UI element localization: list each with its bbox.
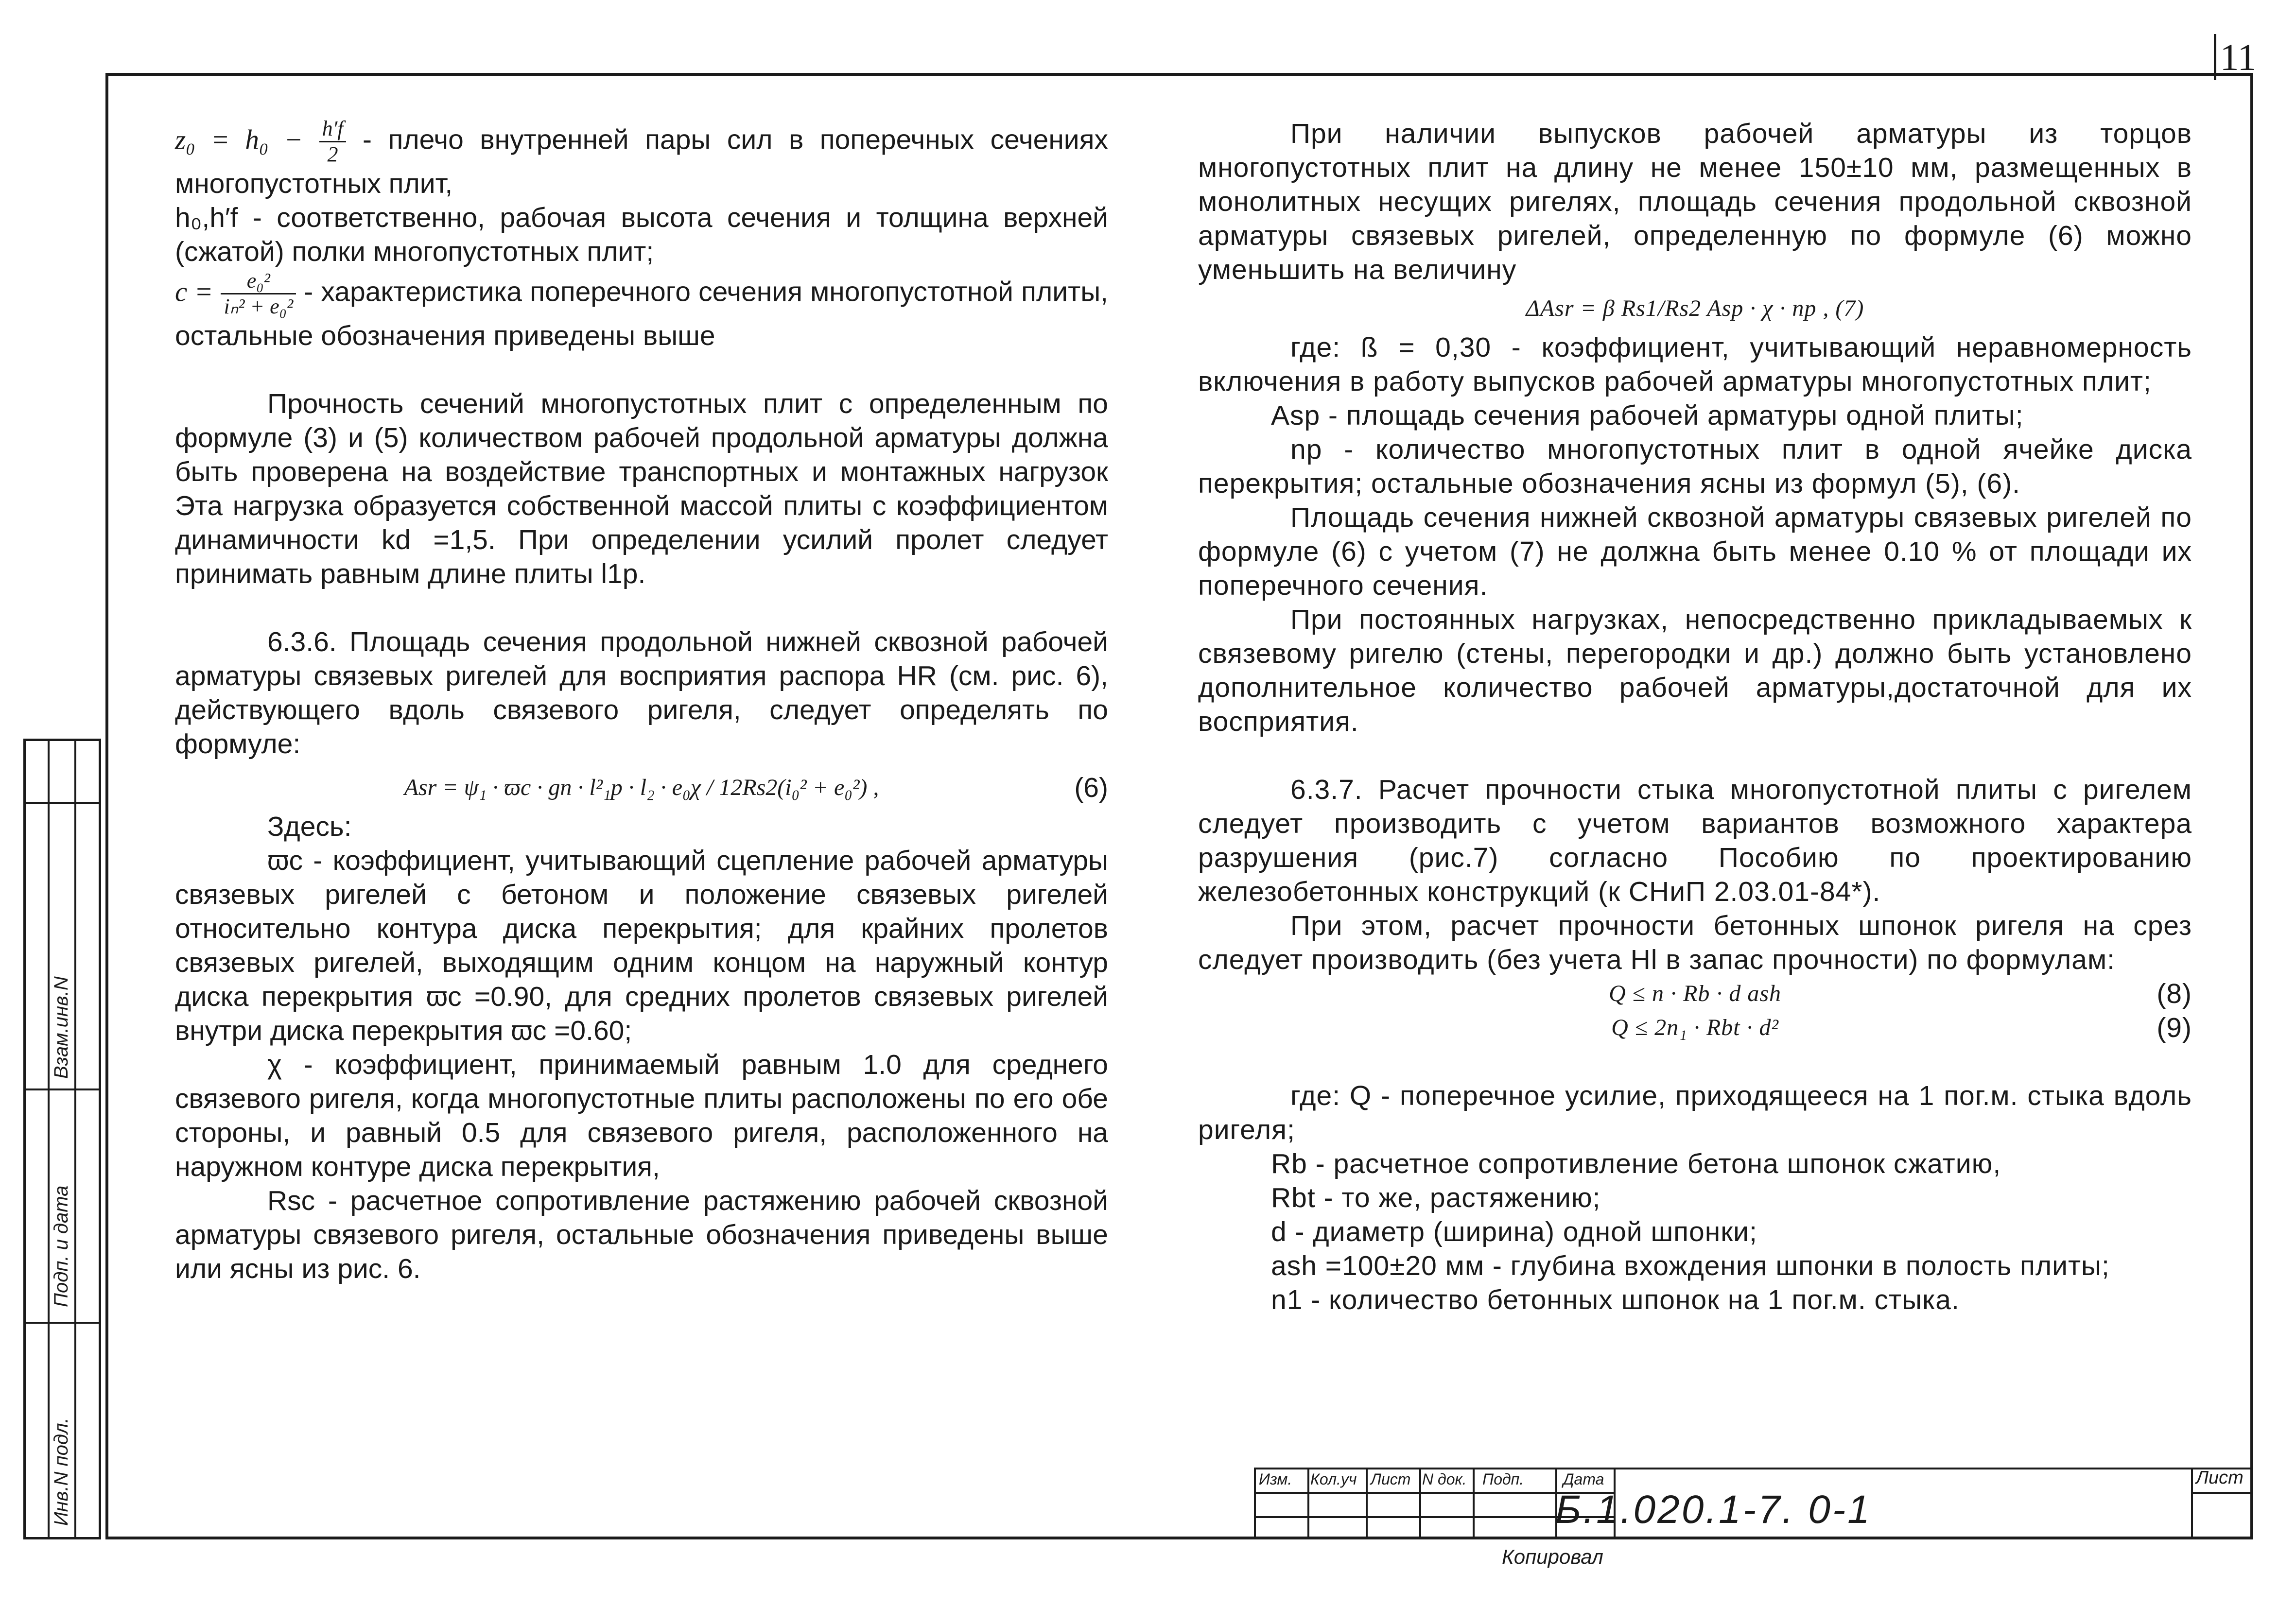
formula-9-number: (9) <box>2157 1012 2192 1043</box>
tb-header-list: Лист <box>1371 1470 1411 1488</box>
formula-6 <box>175 771 1108 805</box>
sidebar-inv-podl: Инв.N подл. <box>51 1417 72 1526</box>
formula-8-text: Q ≤ n · Rb · d ash <box>1608 981 1781 1006</box>
formula-8 <box>1198 977 2192 1011</box>
sidebar-stamp <box>23 739 101 1539</box>
np-definition: np - количество многопустотных плит в одной ячейке диска перекрытия; остальные обозначения ясны из формул (5), (6). <box>1198 434 2192 499</box>
chi-definition: χ - коэффициент, принимаемый равным 1.0 для среднего связевого ригеля, когда многопустотные плиты расположены по его обе стороны, и равный 0.5 для связевого ригеля, расположенного на наружном контуре диска перекрытия, <box>175 1049 1108 1182</box>
sidebar-divider <box>74 739 76 1539</box>
sidebar-divider <box>23 739 101 741</box>
z0-frac-top: h′f <box>319 117 347 142</box>
d-definition: d - диаметр (ширина) одной шпонки; <box>1271 1216 1757 1247</box>
title-block-divider <box>1254 1468 1256 1539</box>
tb-header-podp: Подп. <box>1482 1470 1524 1488</box>
formula-9-text: Q ≤ 2n₁ · Rbt · d² <box>1611 1015 1779 1040</box>
c-frac-bot: iₙ² + e₀² <box>224 294 294 318</box>
tb-header-data: Дата <box>1563 1470 1604 1488</box>
document-designation: Б.1.020.1-7. 0-1 <box>1555 1487 1872 1532</box>
sidebar-divider <box>23 1089 101 1090</box>
title-block-divider <box>1419 1468 1421 1539</box>
n1-definition: n1 - количество бетонных шпонок на 1 пог.м. стыка. <box>1271 1284 1960 1315</box>
formula-6-text: Asr = ψ₁ · ϖc · gn · l²₁p · l₂ · e₀χ / 12Rs2(i₀² + e₀²) , <box>404 775 879 800</box>
title-block-divider <box>2191 1492 2253 1494</box>
title-block-divider <box>2191 1468 2193 1539</box>
rb-definition: Rb - расчетное сопротивление бетона шпонок сжатию, <box>1271 1148 2001 1179</box>
q-definition: где: Q - поперечное усилие, приходящееся на 1 пог.м. стыка вдоль ригеля; <box>1198 1080 2192 1145</box>
c-formula: c = <box>175 276 213 308</box>
para-loads: При постоянных нагрузках, непосредственно прикладываемых к связевому ригелю (стены, перегородки и др.) должно быть установлено дополнительное количество рабочей арматуры,достаточной для их восприятия. <box>1198 604 2192 737</box>
c-fraction <box>221 269 296 319</box>
h0-definition: h₀,h′f - соответственно, рабочая высота сечения и толщина верхней (сжатой) полки многопустотных плит; <box>175 202 1108 267</box>
beta-definition: где: ß = 0,30 - коэффициент, учитывающий неравномерность включения в работу выпусков рабочей арматуры многопустотных плит; <box>1198 332 2192 397</box>
z0-formula: z₀ = h₀ − <box>175 124 303 156</box>
tb-header-ndok: N док. <box>1422 1470 1467 1488</box>
sidebar-divider <box>23 1322 101 1324</box>
right-column <box>1198 117 2192 1317</box>
c-frac-top: e₀² <box>221 269 296 294</box>
tb-header-izm: Изм. <box>1259 1470 1292 1488</box>
para-6-3-6: 6.3.6. Площадь сечения продольной нижней сквозной рабочей арматуры связевых ригелей для восприятия распора HR (см. рис. 6), действующего вдоль связевого ригеля, следует определять по формуле: <box>175 626 1108 760</box>
zdes-label: Здесь: <box>267 811 352 842</box>
title-block-border <box>1254 1468 2253 1469</box>
z0-frac-bot: 2 <box>327 142 338 166</box>
tb-header-koluch: Кол.уч <box>1310 1470 1357 1488</box>
title-block-divider <box>1473 1468 1475 1539</box>
c-definition <box>175 269 1108 353</box>
formula-9 <box>1198 1011 2192 1045</box>
ash-definition: ash =100±20 мм - глубина вхождения шпонки в полость плиты; <box>1271 1250 2110 1281</box>
z0-fraction <box>319 117 347 167</box>
page-number: 11 <box>2214 34 2260 80</box>
sidebar-podp-data: Подп. и дата <box>51 1185 72 1307</box>
formula-7: ΔAsr = β Rs1/Rs2 Asp · χ · np , (7) <box>1526 295 1864 321</box>
rsc-definition: Rsc - расчетное сопротивление растяжению рабочей сквозной арматуры связевого ригеля, остальные обозначения приведены выше или ясны из рис. 6. <box>175 1185 1108 1284</box>
kopiroval-label: Копировал <box>1502 1545 1603 1568</box>
z0-definition <box>175 117 1108 201</box>
para-6-3-7: 6.3.7. Расчет прочности стыка многопустотной плиты с ригелем следует производить с учетом вариантов возможного характера разрушения (рис.7) согласно Пособию по проектированию железобетонных конструкций (к СНиП 2.03.01-84*). <box>1198 774 2192 907</box>
para-strength: Прочность сечений многопустотных плит с определенным по формуле (3) и (5) количеством рабочей продольной арматуры должна быть проверена на воздействие транспортных и монтажных нагрузок Эта нагрузка образуется собственной массой плиты с коэффициентом динамичности kd =1,5. При определении усилий пролет следует принимать равным длине плиты l1p. <box>175 388 1108 589</box>
sidebar-divider <box>23 802 101 804</box>
para-release: При наличии выпусков рабочей арматуры из торцов многопустотных плит на длину не менее 150±10 мм, размещенных в монолитных несущих ригелях, площадь сечения продольной сквозной арматуры связевых ригелей, определенную по формуле (6) можно уменьшить на величину <box>1198 118 2192 285</box>
sheet-label: Лист <box>2196 1468 2244 1488</box>
para-dowel: При этом, расчет прочности бетонных шпонок ригеля на срез следует производить (без учета Hl в запас прочности) по формулам: <box>1198 910 2192 975</box>
title-block-divider <box>1366 1468 1368 1539</box>
sidebar-divider <box>48 739 50 1539</box>
para-area: Площадь сечения нижней сквозной арматуры связевых ригелей по формуле (6) с учетом (7) не должна быть менее 0.10 % от площади их поперечного сечения. <box>1198 502 2192 601</box>
title-block-divider <box>1307 1468 1309 1539</box>
formula-6-number: (6) <box>1074 772 1108 803</box>
rbt-definition: Rbt - то же, растяжению; <box>1271 1182 1601 1213</box>
left-column <box>175 117 1108 1286</box>
omega-definition: ϖc - коэффициент, учитывающий сцепление рабочей арматуры связевых ригелей с бетоном и положение связевых ригелей относительно контура диска перекрытия; для крайних пролетов связевых ригелей, выходящим одним концом на наружный контур диска перекрытия ϖc =0.90, для средних пролетов связевых ригелей внутри диска перекрытия ϖc =0.60; <box>175 845 1108 1046</box>
c-text: - характеристика поперечного сечения многопустотной плиты, остальные обозначения приведены выше <box>175 276 1108 351</box>
formula-8-number: (8) <box>2157 978 2192 1009</box>
z0-text: - плечо внутренней пары сил в поперечных сечениях многопустотных плит, <box>175 124 1108 199</box>
sidebar-vzam-inv: Взам.инв.N <box>51 976 72 1079</box>
asp-definition: Asp - площадь сечения рабочей арматуры одной плиты; <box>1271 400 2024 431</box>
